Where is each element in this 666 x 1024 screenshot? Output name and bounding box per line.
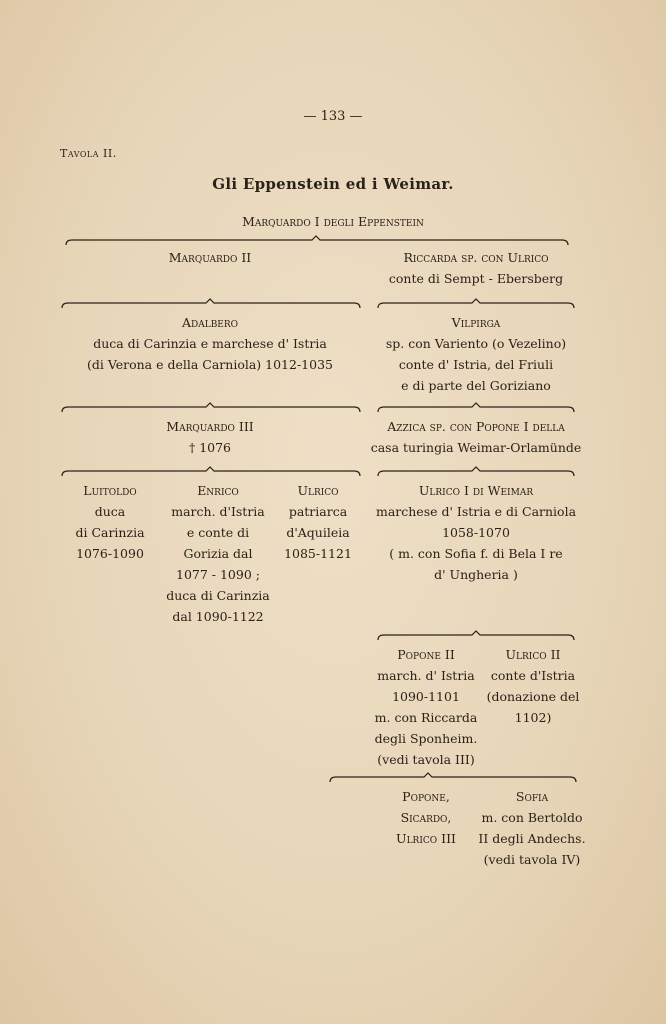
vilpirga-line: conte d' Istria, del Friuli bbox=[398, 357, 554, 372]
person-ulrico-patriarca bbox=[272, 480, 364, 564]
person-popone-sicardo-ulrico bbox=[376, 786, 476, 849]
enrico-line: 1077 - 1090 ; bbox=[176, 567, 260, 582]
ulrico2-line: conte d'Istria bbox=[490, 668, 576, 683]
root-name: Marquardo I degli Eppenstein bbox=[242, 214, 424, 229]
enrico-line: march. d'Istria bbox=[171, 504, 265, 519]
person-adalbero bbox=[80, 312, 340, 375]
ulrico2-line: Ulrico II bbox=[505, 647, 561, 662]
person-ulrico-i bbox=[366, 480, 586, 585]
popone-sicardo-line: Sicardo, bbox=[400, 810, 452, 825]
popone2-line: m. con Riccarda bbox=[374, 710, 478, 725]
vilpirga-line: e di parte del Goriziano bbox=[401, 378, 551, 393]
ulrico1-line: marchese d' Istria e di Carniola bbox=[375, 504, 577, 519]
ulrico1-line: ( m. con Sofia f. di Bela I re bbox=[389, 546, 563, 561]
bracket-adalbero bbox=[62, 403, 360, 412]
person-popone-ii bbox=[366, 644, 486, 770]
popone2-line: Popone II bbox=[397, 647, 455, 662]
enrico-line: duca di Carinzia bbox=[166, 588, 270, 603]
sofia-line: (vedi tavola IV) bbox=[483, 852, 581, 867]
bracket-riccarda bbox=[378, 299, 574, 308]
root-person bbox=[183, 211, 483, 232]
popone2-line: 1090-1101 bbox=[392, 689, 460, 704]
enrico-line: e conte di bbox=[186, 525, 250, 540]
luitoldo-line: Luitoldo bbox=[83, 483, 137, 498]
person-marquardo-iii bbox=[110, 416, 310, 458]
person-azzica bbox=[366, 416, 586, 458]
ulrico-line: Ulrico bbox=[297, 483, 339, 498]
bracket-popone2 bbox=[330, 773, 576, 782]
riccarda-line: Riccarda sp. con Ulrico bbox=[403, 250, 549, 265]
sofia-line: m. con Bertoldo bbox=[481, 810, 583, 825]
person-luitoldo bbox=[60, 480, 160, 564]
riccarda-line: conte di Sempt - Ebersberg bbox=[388, 271, 564, 286]
person-ulrico-ii bbox=[478, 644, 588, 728]
ulrico2-line: 1102) bbox=[514, 710, 552, 725]
person-vilpirga bbox=[366, 312, 586, 396]
azzica-line: casa turingia Weimar-Orlamünde bbox=[370, 440, 582, 455]
ulrico1-line: 1058-1070 bbox=[442, 525, 510, 540]
popone2-line: march. d' Istria bbox=[377, 668, 475, 683]
bracket-root bbox=[66, 236, 568, 245]
luitoldo-line: di Carinzia bbox=[75, 525, 145, 540]
ulrico2-line: (donazione del bbox=[486, 689, 580, 704]
azzica-line: Azzica sp. con Popone I della bbox=[387, 419, 565, 434]
popone2-line: (vedi tavola III) bbox=[377, 752, 475, 767]
popone-sicardo-line: Popone, bbox=[402, 789, 450, 804]
vilpirga-line: sp. con Variento (o Vezelino) bbox=[385, 336, 567, 351]
bracket-marquardo3 bbox=[62, 467, 360, 476]
enrico-line: dal 1090-1122 bbox=[172, 609, 264, 624]
person-sofia bbox=[474, 786, 590, 870]
page-title: Gli Eppenstein ed i Weimar. bbox=[212, 175, 454, 193]
ulrico1-line: d' Ungheria ) bbox=[434, 567, 518, 582]
luitoldo-line: 1076-1090 bbox=[76, 546, 144, 561]
adalbero-line: Adalbero bbox=[181, 315, 239, 330]
ulrico-line: d'Aquileia bbox=[286, 525, 350, 540]
enrico-line: Gorizia dal bbox=[183, 546, 253, 561]
bracket-azzica bbox=[378, 467, 574, 476]
enrico-line: Enrico bbox=[197, 483, 239, 498]
adalbero-line: duca di Carinzia e marchese d' Istria bbox=[93, 336, 327, 351]
adalbero-line: (di Verona e della Carniola) 1012-1035 bbox=[86, 357, 333, 372]
marquardo3-line: † 1076 bbox=[188, 440, 232, 455]
sofia-line: Sofia bbox=[515, 789, 549, 804]
ulrico1-line: Ulrico I di Weimar bbox=[418, 483, 534, 498]
person-marquardo-ii bbox=[110, 247, 310, 268]
ulrico-line: patriarca bbox=[288, 504, 348, 519]
bracket-marquardo2 bbox=[62, 299, 360, 308]
table-number: Tavola II. bbox=[60, 147, 117, 160]
person-enrico bbox=[158, 480, 278, 627]
marquardo3-line: Marquardo III bbox=[166, 419, 254, 434]
person-riccarda bbox=[376, 247, 576, 289]
popone-sicardo-line: Ulrico III bbox=[396, 831, 456, 846]
page-number: — 133 — bbox=[303, 109, 363, 124]
bracket-vilpirga bbox=[378, 403, 574, 412]
bracket-ulrico1 bbox=[378, 631, 574, 640]
vilpirga-line: Vilpirga bbox=[451, 315, 501, 330]
luitoldo-line: duca bbox=[94, 504, 126, 519]
popone2-line: degli Sponheim. bbox=[374, 731, 478, 746]
marquardo2-name: Marquardo II bbox=[168, 250, 252, 265]
sofia-line: II degli Andechs. bbox=[478, 831, 586, 846]
ulrico-line: 1085-1121 bbox=[284, 546, 352, 561]
